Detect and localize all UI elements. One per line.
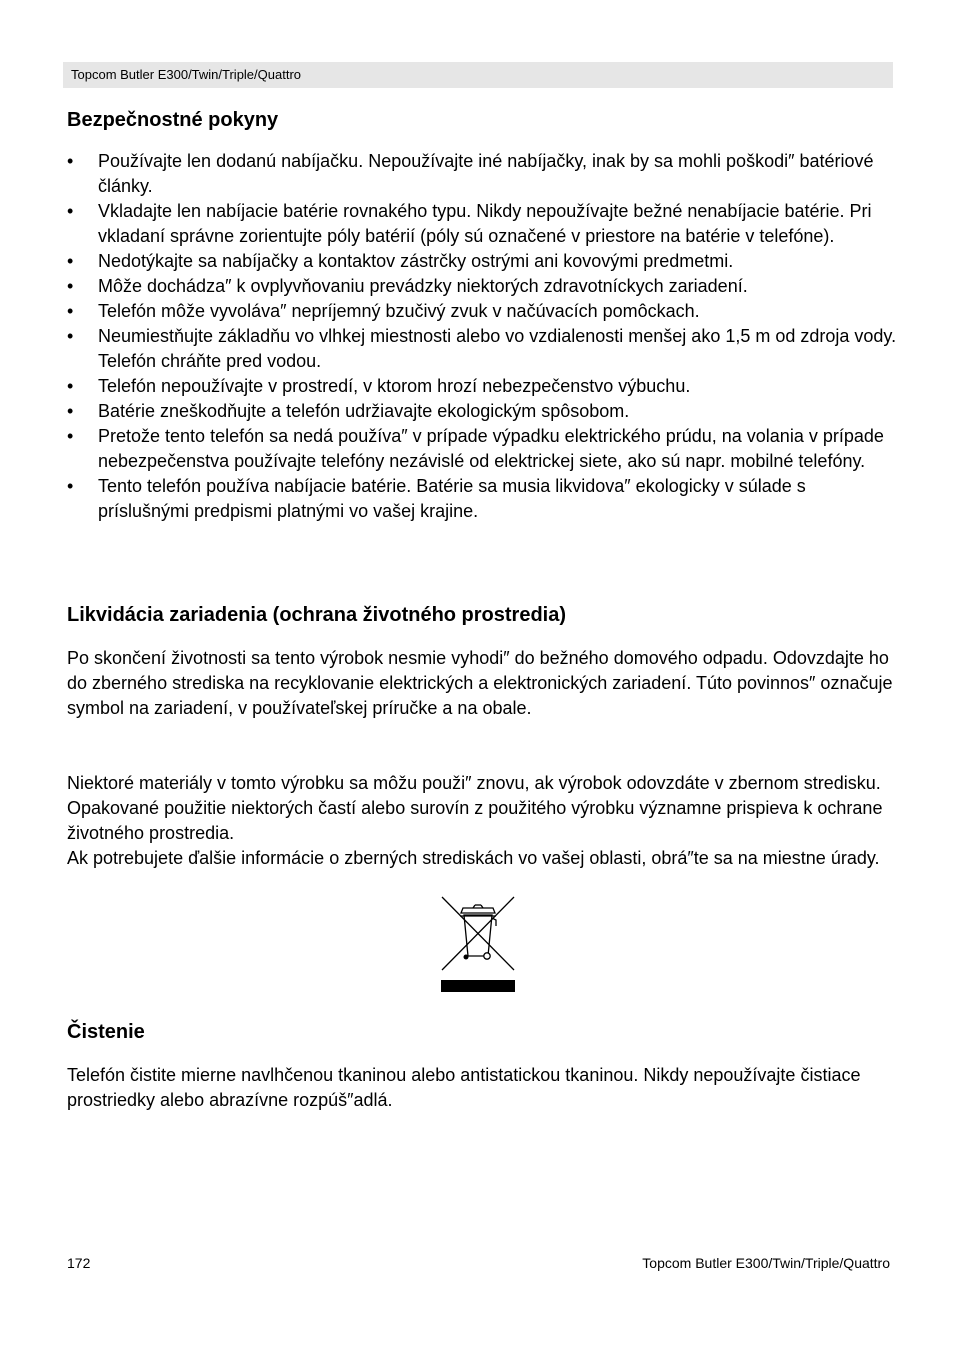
list-item: • Batérie zneškodňujte a telefón udržiavajte ekologickým spôsobom. — [67, 399, 897, 424]
header-title: Topcom Butler E300/Twin/Triple/Quattro — [71, 67, 302, 82]
list-item: • Tento telefón používa nabíjacie batérie. Batérie sa musia likvidova″ ekologicky v súlade s príslušnými predpismi platnými vo vašej krajine. — [67, 476, 806, 521]
bullet-icon: • — [67, 326, 74, 346]
bullet-icon: • — [67, 476, 74, 496]
safety-heading: Bezpečnostné pokyny — [67, 109, 279, 131]
list-item: • Telefón môže vyvoláva″ nepríjemný bzučivý zvuk v načúvacích pomôckach. — [67, 299, 897, 324]
list-item: • Neumiestňujte základňu vo vlhkej miestnosti alebo vo vzdialenosti menšej ako 1,5 m od zdroja vody. Telefón chráňte pred vodou. — [67, 326, 897, 371]
list-item: • Nedotýkajte sa nabíjačky a kontaktov zástrčky ostrými ani kovovými predmetmi. — [67, 249, 897, 274]
bullet-icon: • — [67, 151, 74, 171]
bullet-icon: • — [67, 301, 74, 321]
safety-list — [67, 149, 897, 524]
bullet-icon: • — [67, 251, 74, 271]
list-item: • Vkladajte len nabíjacie batérie rovnakého typu. Nikdy nepoužívajte bežné nenabíjacie batérie. Pri vkladaní správne zorientujte póly batérií (póly sú označené v priestore na batérie v telefóne). — [67, 201, 872, 246]
page-number: 172 — [67, 1255, 91, 1271]
bullet-icon: • — [67, 426, 74, 446]
disposal-paragraph-3: Ak potrebujete ďalšie informácie o zberných strediskách vo vašej oblasti, obrá″te sa na miestne úrady. — [67, 848, 880, 868]
bullet-icon: • — [67, 401, 74, 421]
list-item: • Pretože tento telefón sa nedá používa″ v prípade výpadku elektrického prúdu, na volania v prípade nebezpečenstva používajte telefóny nezávislé od elektrickej siete, ako sú napr. mobilné telefóny. — [67, 426, 884, 471]
disposal-paragraph-1: Po skončení životnosti sa tento výrobok nesmie vyhodi″ do bežného domového odpadu. Odovzdajte ho do zberného strediska na recyklovanie elektrických a elektronických zariadení. Túto povinnos″ označuje symbol na zariadení, v používateľskej príručke a na obale. — [67, 648, 893, 718]
list-item: • Používajte len dodanú nabíjačku. Nepoužívajte iné nabíjačky, inak by sa mohli poškodi″ batériové články. — [67, 151, 874, 196]
list-item: • Môže dochádza″ k ovplyvňovaniu prevádzky niektorých zdravotníckych zariadení. — [67, 274, 897, 299]
bullet-icon: • — [67, 201, 74, 221]
running-header — [63, 62, 893, 88]
list-item: • Telefón nepoužívajte v prostredí, v ktorom hrozí nebezpečenstvo výbuchu. — [67, 374, 897, 399]
disposal-heading: Likvidácia zariadenia (ochrana životného prostredia) — [67, 604, 567, 626]
crossed-out-wheelie-bin-icon — [440, 896, 516, 992]
bullet-icon: • — [67, 276, 74, 296]
bullet-icon: • — [67, 376, 74, 396]
disposal-paragraph-2: Niektoré materiály v tomto výrobku sa môžu použi″ znovu, ak výrobok odovzdáte v zbernom stredisku. Opakované použitie niektorých častí alebo surovín z použitého výrobku významne prispieva k ochrane životného prostredia. — [67, 773, 883, 843]
cleaning-heading: Čistenie — [67, 1021, 145, 1043]
footer-title: Topcom Butler E300/Twin/Triple/Quattro — [642, 1255, 890, 1271]
cleaning-paragraph: Telefón čistite mierne navlhčenou tkaninou alebo antistatickou tkaninou. Nikdy nepoužívajte čistiace prostriedky alebo abrazívne rozpúš″adlá. — [67, 1065, 861, 1110]
